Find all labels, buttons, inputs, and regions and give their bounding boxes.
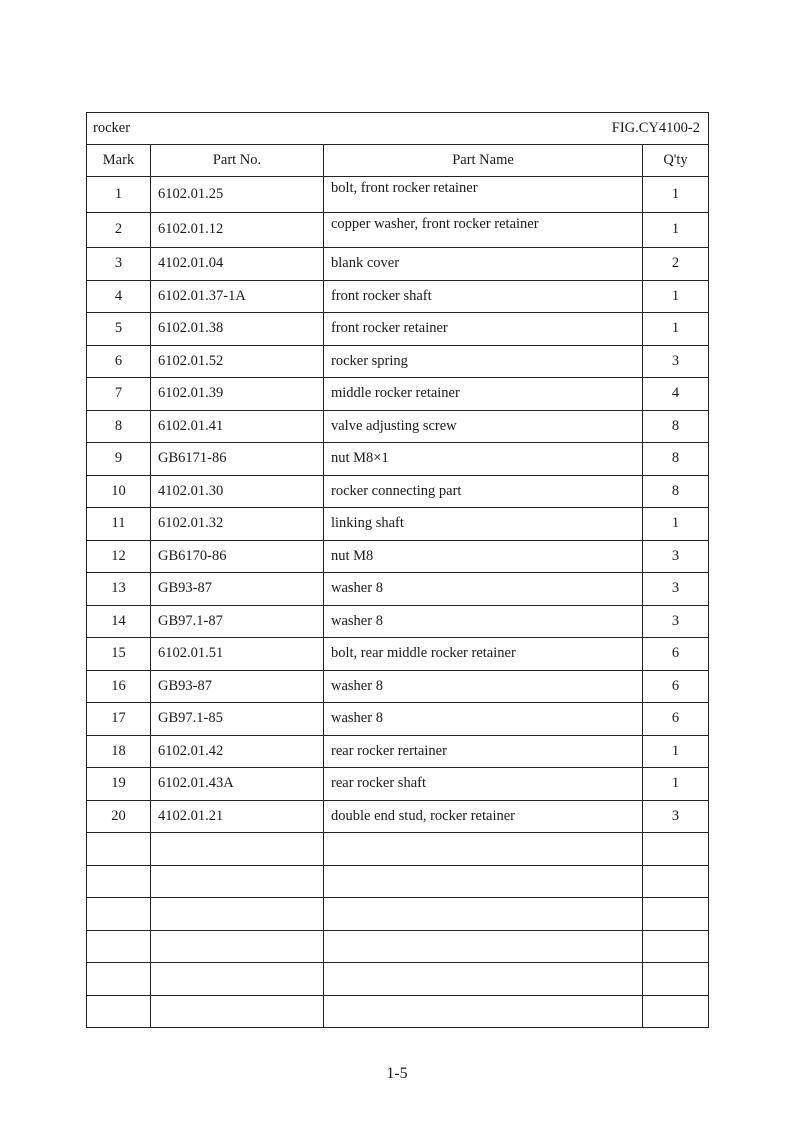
cell-part-name bbox=[324, 898, 643, 931]
header-qty: Q'ty bbox=[643, 145, 709, 177]
cell-mark: 16 bbox=[87, 670, 151, 703]
cell-part-name: linking shaft bbox=[324, 508, 643, 541]
cell-qty: 1 bbox=[643, 768, 709, 801]
figure-number: FIG.CY4100-2 bbox=[611, 120, 700, 136]
table-row bbox=[87, 865, 709, 898]
table-row bbox=[87, 475, 709, 508]
cell-mark bbox=[87, 995, 151, 1028]
cell-qty: 8 bbox=[643, 475, 709, 508]
table-row bbox=[87, 898, 709, 931]
cell-part-name bbox=[324, 963, 643, 996]
cell-qty: 3 bbox=[643, 540, 709, 573]
cell-part-no: 6102.01.38 bbox=[151, 313, 324, 346]
cell-qty: 3 bbox=[643, 605, 709, 638]
cell-part-name: washer 8 bbox=[324, 703, 643, 736]
table-row bbox=[87, 995, 709, 1028]
header-part-no: Part No. bbox=[151, 145, 324, 177]
cell-part-name: washer 8 bbox=[324, 573, 643, 606]
cell-qty: 6 bbox=[643, 638, 709, 671]
cell-part-no bbox=[151, 898, 324, 931]
cell-qty: 1 bbox=[643, 280, 709, 313]
cell-qty bbox=[643, 833, 709, 866]
cell-part-no: 4102.01.30 bbox=[151, 475, 324, 508]
cell-part-no bbox=[151, 833, 324, 866]
cell-part-no: 6102.01.51 bbox=[151, 638, 324, 671]
table-row bbox=[87, 540, 709, 573]
cell-qty: 3 bbox=[643, 573, 709, 606]
cell-part-name bbox=[324, 995, 643, 1028]
cell-part-name bbox=[324, 865, 643, 898]
table-row bbox=[87, 248, 709, 281]
cell-part-no: GB97.1-87 bbox=[151, 605, 324, 638]
cell-mark: 2 bbox=[87, 212, 151, 248]
cell-part-name: copper washer, front rocker retainer bbox=[324, 212, 643, 248]
table-row bbox=[87, 735, 709, 768]
table-title-row bbox=[87, 113, 709, 145]
cell-mark bbox=[87, 833, 151, 866]
cell-part-no: GB97.1-85 bbox=[151, 703, 324, 736]
cell-qty: 8 bbox=[643, 443, 709, 476]
cell-part-no: 6102.01.42 bbox=[151, 735, 324, 768]
header-mark: Mark bbox=[87, 145, 151, 177]
table-title-cell bbox=[87, 113, 709, 145]
cell-part-no bbox=[151, 963, 324, 996]
cell-mark: 19 bbox=[87, 768, 151, 801]
cell-mark: 4 bbox=[87, 280, 151, 313]
cell-qty bbox=[643, 963, 709, 996]
cell-part-no: 6102.01.39 bbox=[151, 378, 324, 411]
cell-qty: 1 bbox=[643, 212, 709, 248]
table-row bbox=[87, 963, 709, 996]
cell-mark: 11 bbox=[87, 508, 151, 541]
cell-part-name: valve adjusting screw bbox=[324, 410, 643, 443]
cell-mark: 17 bbox=[87, 703, 151, 736]
table-row bbox=[87, 313, 709, 346]
cell-part-name: middle rocker retainer bbox=[324, 378, 643, 411]
cell-part-name: bolt, rear middle rocker retainer bbox=[324, 638, 643, 671]
cell-part-no: 6102.01.52 bbox=[151, 345, 324, 378]
cell-part-no: GB6170-86 bbox=[151, 540, 324, 573]
cell-qty: 8 bbox=[643, 410, 709, 443]
cell-qty: 3 bbox=[643, 345, 709, 378]
cell-qty bbox=[643, 930, 709, 963]
cell-mark: 13 bbox=[87, 573, 151, 606]
cell-mark bbox=[87, 963, 151, 996]
page-number: 1-5 bbox=[386, 1065, 408, 1082]
header-part-name: Part Name bbox=[324, 145, 643, 177]
cell-part-no: GB93-87 bbox=[151, 670, 324, 703]
table-row bbox=[87, 212, 709, 248]
table-row bbox=[87, 345, 709, 378]
cell-mark: 9 bbox=[87, 443, 151, 476]
cell-qty: 1 bbox=[643, 313, 709, 346]
cell-part-no: GB6171-86 bbox=[151, 443, 324, 476]
cell-part-name bbox=[324, 833, 643, 866]
cell-qty: 2 bbox=[643, 248, 709, 281]
cell-part-name bbox=[324, 930, 643, 963]
cell-part-name: bolt, front rocker retainer bbox=[324, 177, 643, 213]
cell-mark bbox=[87, 898, 151, 931]
table-row bbox=[87, 177, 709, 213]
table-row bbox=[87, 378, 709, 411]
cell-part-no: 4102.01.04 bbox=[151, 248, 324, 281]
cell-mark: 20 bbox=[87, 800, 151, 833]
table-row bbox=[87, 703, 709, 736]
cell-part-name: washer 8 bbox=[324, 605, 643, 638]
assembly-name: rocker bbox=[93, 120, 131, 136]
cell-qty: 1 bbox=[643, 508, 709, 541]
table-row bbox=[87, 280, 709, 313]
cell-mark: 15 bbox=[87, 638, 151, 671]
cell-mark: 3 bbox=[87, 248, 151, 281]
table-row bbox=[87, 800, 709, 833]
cell-mark: 5 bbox=[87, 313, 151, 346]
cell-part-no bbox=[151, 995, 324, 1028]
cell-part-name: front rocker shaft bbox=[324, 280, 643, 313]
cell-mark: 8 bbox=[87, 410, 151, 443]
cell-part-name: double end stud, rocker retainer bbox=[324, 800, 643, 833]
table-row bbox=[87, 605, 709, 638]
table-row bbox=[87, 638, 709, 671]
cell-qty bbox=[643, 865, 709, 898]
cell-qty: 6 bbox=[643, 670, 709, 703]
table-row bbox=[87, 410, 709, 443]
cell-part-no: 6102.01.32 bbox=[151, 508, 324, 541]
cell-mark: 14 bbox=[87, 605, 151, 638]
cell-part-name: nut M8×1 bbox=[324, 443, 643, 476]
cell-part-name: front rocker retainer bbox=[324, 313, 643, 346]
table-row bbox=[87, 443, 709, 476]
parts-list-table bbox=[86, 112, 709, 1028]
table-row bbox=[87, 670, 709, 703]
table-row bbox=[87, 508, 709, 541]
cell-qty: 1 bbox=[643, 177, 709, 213]
cell-qty bbox=[643, 898, 709, 931]
cell-part-no: 6102.01.12 bbox=[151, 212, 324, 248]
table-row bbox=[87, 833, 709, 866]
cell-part-name: rocker connecting part bbox=[324, 475, 643, 508]
cell-part-name: rear rocker rertainer bbox=[324, 735, 643, 768]
table-header-row bbox=[87, 145, 709, 177]
cell-part-name: nut M8 bbox=[324, 540, 643, 573]
cell-mark bbox=[87, 865, 151, 898]
cell-qty bbox=[643, 995, 709, 1028]
table-row bbox=[87, 768, 709, 801]
cell-qty: 3 bbox=[643, 800, 709, 833]
cell-part-no: 6102.01.25 bbox=[151, 177, 324, 213]
cell-mark: 18 bbox=[87, 735, 151, 768]
cell-qty: 4 bbox=[643, 378, 709, 411]
table-row bbox=[87, 930, 709, 963]
cell-part-name: blank cover bbox=[324, 248, 643, 281]
cell-mark: 1 bbox=[87, 177, 151, 213]
cell-part-no bbox=[151, 865, 324, 898]
cell-part-name: rear rocker shaft bbox=[324, 768, 643, 801]
cell-mark: 10 bbox=[87, 475, 151, 508]
table-row bbox=[87, 573, 709, 606]
cell-qty: 6 bbox=[643, 703, 709, 736]
cell-mark bbox=[87, 930, 151, 963]
cell-part-no: 6102.01.37-1A bbox=[151, 280, 324, 313]
cell-mark: 6 bbox=[87, 345, 151, 378]
cell-mark: 7 bbox=[87, 378, 151, 411]
cell-part-name: rocker spring bbox=[324, 345, 643, 378]
cell-part-no: 4102.01.21 bbox=[151, 800, 324, 833]
cell-mark: 12 bbox=[87, 540, 151, 573]
cell-qty: 1 bbox=[643, 735, 709, 768]
cell-part-name: washer 8 bbox=[324, 670, 643, 703]
cell-part-no: 6102.01.41 bbox=[151, 410, 324, 443]
cell-part-no: 6102.01.43A bbox=[151, 768, 324, 801]
cell-part-no: GB93-87 bbox=[151, 573, 324, 606]
cell-part-no bbox=[151, 930, 324, 963]
